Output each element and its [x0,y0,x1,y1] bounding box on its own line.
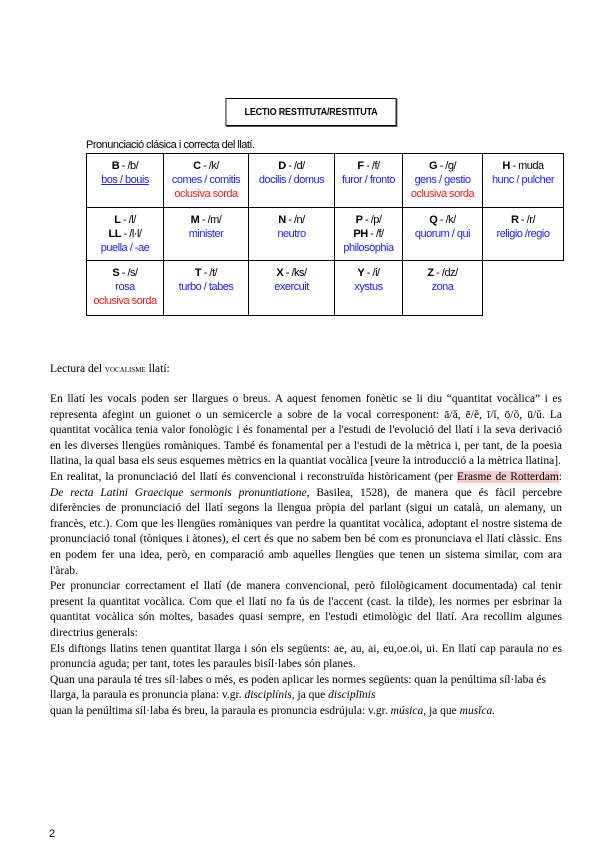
letter-line: T - /t/ [194,267,218,279]
example-words: bos / bouis [101,174,149,186]
table-cell [163,153,249,208]
example-words: philosophia [343,242,394,254]
example-words: zona [431,281,454,293]
note: oclusiva sorda [410,188,475,200]
letter-line-2: PH - /f/ [353,228,384,240]
letter-line: S - /s/ [112,267,138,279]
table-cell [86,260,164,316]
letter-line: X - /ks/ [276,267,307,279]
paragraph-esdrujula: quan la penúltima síl·laba és breu, la paraula es pronuncia esdrújula: v.gr. música, ja que musĭca. [50,704,496,717]
table-cell [248,207,335,261]
table-caption: Pronunciació clásica i correcta del llatí. [86,139,255,151]
table-cell [482,153,564,208]
letter-line: Z - /dz/ [427,267,458,279]
letter-line: Q - /k/ [429,214,456,226]
table-cell [86,153,164,208]
note: oclusiva sorda [174,188,238,200]
paragraph-pronunciar: Per pronunciar correctament el llatí (de manera convencional, però filològicament documentada) cal tenir present la quantitat vocàlica. Com que el llatí no fa ús de l'accent (cast. la tilde), les normes per esbrinar la quantitat vocàlica són moltes, basades quasi sempre, en l'estudi etimològic del llatí. Ara recollim algunes directrius generals: [50,580,562,639]
letter-line: H - muda [502,160,544,172]
example-words: neutro [277,228,306,240]
example-words: religio /regio [496,228,550,240]
example-words: comes / comitis [171,174,241,186]
document-title: LECTIO RESTITUTA/RESTITUTA [226,98,397,126]
paragraph-tres-sillabes: Quan una paraula té tres síl·labes o més, es poden aplicar les normes següents: quan la penúltima síl·laba és llarga, la paraula es pronuncia plana: v.gr. disciplínis, ja que disciplīnis [50,673,546,702]
page-number: 2 [49,828,56,840]
table-cell [402,153,483,208]
letter-line: G - /g/ [428,160,457,172]
example-words: docilis / domus [258,174,325,186]
paragraph-realitat: En realitat, la pronunciació del llatí és convencional i reconstruïda històricament (per Erasme de Rotterdam: De recta Latini Graecique sermonis pronuntiatione, Basilea, 1528), de manera que és fàcil percebre diferències de pronunciació del llatí segons la llengua pròpia del parlant (sigui un català, un alemany, un francès, etc.). Com que les llengües romàniques van perdre la quantitat vocàlica, adoptant el nostre sistema de pronunciació tonal (tòniques i àtones), el cert és que no sabem ben bé com es pronunciava el llatí clàssic. Ens en podem fer una idea, però, en comparació amb aquelles llengües que tenen un sistema similar, com ara l'àrab. [50,470,563,577]
table-cell [334,153,403,208]
example-words: minister [188,228,224,240]
table-cell [248,153,335,208]
table-cell [334,207,403,261]
section-heading: Lectura del vocalisme llatí: [50,363,170,375]
table-cell [86,207,164,261]
paragraph-quantitat: En llatí les vocals poden ser llargues o breus. A aquest fenomen fonètic se li diu “quantitat vocàlica” i es representa afegint un guionet o un semicercle a sobre de la vocal corresponent: ā/ă, ē/ĕ, ī/ĭ, ō/ŏ, ū/ŭ. La quantitat vocàlica tenia valor fonològic i és fonamental per a l'estudi de l'evolució del llatí i la seva derivació en les diverses llengües romàniques. També és fonamental per a l'estudi de la mètrica i, per tant, de la poesia llatina, la qual basa els seus esquemes mètrics en la quantiat vocàlica [veure la introducció a la mètrica llatina]. [50,393,562,468]
example-words: hunc / pulcher [491,174,555,186]
letter-line: Y - /i/ [357,267,380,279]
letter-line: R - /r/ [510,214,535,226]
example-words: puella / -ae [100,242,150,254]
letter-line: M - /m/ [190,214,222,226]
letter-line-2: LL - /l·l/ [108,228,142,240]
letter-line: L - /l/ [114,214,136,226]
highlighted-author: Erasme de Rotterdam [457,470,559,483]
example-words: gens / gestio [414,174,471,186]
letter-line: B - /b/ [111,160,139,172]
letter-line: D - /d/ [278,160,305,172]
table-cell [248,260,335,316]
example-words: turbo / tabes [178,281,234,293]
letter-line: F - /f/ [357,160,380,172]
example-words: exercuit [274,281,309,293]
table-cell [163,260,249,316]
letter-line: P - /p/ [355,214,382,226]
table-cell [334,260,403,316]
table-cell [163,207,249,261]
paragraph-diftongs: Els diftongs llatins tenen quantitat llarga i són els següents: ae, au, ai, eu,oe.oi, ui. En llatí cap paraula no es pronuncia aguda; per tant, totes les paraules bisíl·labes són planes. [50,642,562,671]
letter-line: C - /k/ [193,160,219,172]
body-text [50,392,562,719]
table-cell [402,207,483,261]
example-words: quorum / qui [414,228,471,240]
letter-line: N - /n/ [278,214,305,226]
example-words: xystus [354,281,383,293]
book-title: De recta Latini Graecique sermonis pronuntiatione [50,486,307,499]
small-caps-term: vocalisme [104,364,146,375]
table-cell [482,207,564,261]
example-words: rosa [115,281,135,293]
example-words: furor / fronto [342,174,395,186]
note: oclusiva sorda [93,295,157,307]
table-cell [402,260,483,316]
